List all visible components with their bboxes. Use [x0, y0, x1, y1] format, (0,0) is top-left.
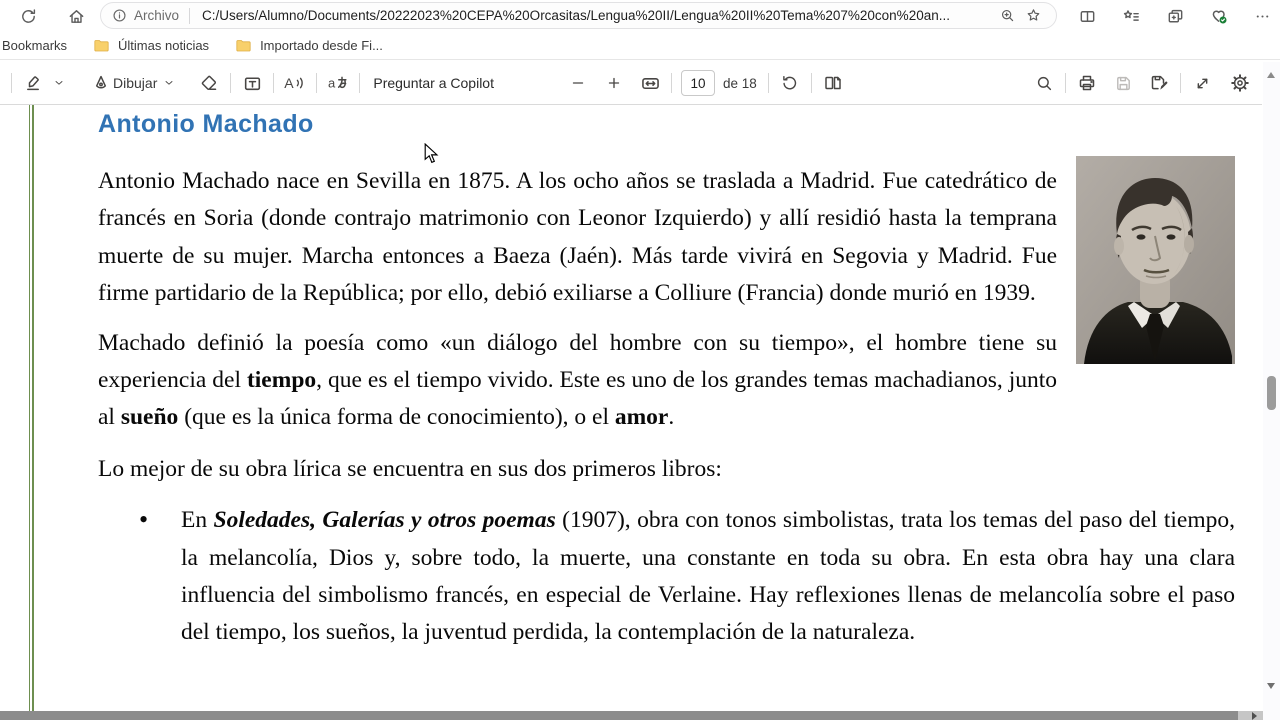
toolbar-separator: [811, 73, 812, 93]
plus-icon: [605, 74, 623, 92]
info-icon: [111, 7, 128, 24]
pdf-document-page[interactable]: [0, 105, 1263, 711]
add-text-button[interactable]: [236, 67, 268, 99]
bookmark-folder-label: Importado desde Fi...: [260, 38, 383, 53]
save-button: [1107, 67, 1139, 99]
scroll-down-arrow[interactable]: [1267, 683, 1275, 689]
refresh-icon: [19, 7, 38, 26]
expand-diagonal-icon: [1193, 74, 1212, 93]
browser-essentials-icon: [1209, 6, 1229, 26]
svg-text:a: a: [328, 75, 336, 91]
bookmark-folder-label: Últimas noticias: [118, 38, 210, 53]
paragraph-poetics: [98, 325, 1235, 437]
read-aloud-letter: A: [284, 75, 294, 91]
fullscreen-button[interactable]: [1186, 67, 1218, 99]
toolbar-separator: [1065, 73, 1066, 93]
zoom-out-button[interactable]: [562, 67, 594, 99]
toolbar-separator: [273, 73, 274, 93]
text-segment: Machado definió la poesía como «un diálogo del hombre con su tiempo», el hombre tiene su experiencia del: [98, 329, 1057, 394]
chevron-down-icon: [53, 77, 65, 89]
book-title-soledades: Soledades, Galerías y otros poemas: [213, 507, 556, 534]
eraser-icon: [199, 73, 219, 93]
rotate-icon: [780, 74, 799, 93]
paragraph-intro-books: Lo mejor de su obra lírica se encuentra en sus dos primeros libros:: [98, 455, 722, 482]
printer-icon: [1077, 73, 1097, 93]
horizontal-scrollbar[interactable]: [0, 711, 1263, 720]
minus-icon: [569, 74, 587, 92]
bold-sueno: sueño: [120, 404, 179, 431]
vertical-scroll-thumb[interactable]: [1267, 376, 1276, 410]
page-title: Antonio Machado: [98, 110, 314, 138]
collections-button[interactable]: [1161, 2, 1189, 30]
folder-icon: [93, 38, 110, 53]
page-total-label: de 18: [723, 75, 757, 91]
bookmark-folder-importado[interactable]: [227, 35, 391, 56]
more-options-icon: [1253, 7, 1272, 26]
favorites-button[interactable]: [1117, 2, 1145, 30]
rotate-button[interactable]: [774, 67, 806, 99]
toolbar-separator: [1180, 73, 1181, 93]
fit-to-width-button[interactable]: [634, 67, 666, 99]
translate-icon: [327, 73, 349, 93]
search-icon: [1035, 74, 1054, 93]
page-view-button[interactable]: [817, 67, 849, 99]
zoom-page-button[interactable]: [994, 3, 1020, 29]
horizontal-scroll-thumb[interactable]: [0, 711, 1238, 720]
read-aloud-button[interactable]: [279, 67, 311, 99]
toolbar-separator: [316, 73, 317, 93]
pdf-settings-button[interactable]: [1224, 67, 1256, 99]
fit-width-icon: [640, 73, 661, 94]
collections-icon: [1166, 7, 1185, 26]
page-border-line: [32, 105, 34, 711]
paragraph-biography: Antonio Machado nace en Sevilla en 1875. A los ocho años se traslada a Madrid. Fue catedrático de francés en Soria (donde contrajo matrimonio con Leonor Izquierdo) y allí residió hasta la temprana muerte de su mujer. Marcha entonces a Baeza (Jaén). Más tarde vivirá en Segovia y Madrid. Fue firme partidario de la República; por ello, debió exiliarse a Colliure (Francia) donde murió en 1939.: [98, 168, 1057, 307]
toolbar-separator: [359, 73, 360, 93]
highlight-button[interactable]: [17, 67, 49, 99]
page-view-icon: [823, 73, 843, 93]
save-as-button[interactable]: [1143, 67, 1175, 99]
browser-essentials-button[interactable]: [1205, 2, 1233, 30]
home-button[interactable]: [62, 2, 90, 30]
portrait-image: [1076, 156, 1235, 364]
pen-nib-icon: [91, 73, 111, 93]
save-as-icon: [1149, 73, 1169, 93]
bookmarks-bar-label[interactable]: Bookmarks: [2, 38, 68, 53]
draw-options-button[interactable]: [159, 67, 179, 99]
zoom-in-button[interactable]: [598, 67, 630, 99]
favorites-star-list-icon: [1122, 7, 1141, 26]
scroll-up-arrow[interactable]: [1267, 72, 1275, 78]
magnifier-zoom-icon: [999, 7, 1016, 24]
translate-button[interactable]: [322, 67, 354, 99]
bold-tiempo: tiempo: [246, 367, 317, 394]
text-segment: (que es la única forma de conocimiento), o el: [178, 404, 615, 431]
pdf-toolbar: [0, 61, 1262, 105]
browser-url-row: [0, 0, 1280, 32]
split-screen-icon: [1078, 7, 1097, 26]
toolbar-separator: [11, 73, 12, 93]
text-segment: (1907), obra con tonos simbolistas, trata los temas del paso del tiempo, la melancolía, Dios y, sobre todo, la muerte, una constante en toda su obra. En esta obra hay una clara influencia del simbolismo francés, en especial de Verlaine. Hay reflexiones llenas de melancolía sobre el paso del tiempo, los sueños, la juventud perdida, la contemplación de la naturaleza.: [181, 507, 1235, 646]
bullet-marker: •: [139, 505, 149, 535]
favorite-this-page-button[interactable]: [1020, 3, 1046, 29]
refresh-button[interactable]: [14, 2, 42, 30]
browser-menu-button[interactable]: [1248, 2, 1276, 30]
bookmark-folder-ultimas-noticias[interactable]: [85, 35, 217, 56]
erase-button[interactable]: [193, 67, 225, 99]
machado-portrait-photo: [1076, 156, 1235, 364]
document-content: [98, 105, 1235, 652]
text-segment: .: [668, 404, 675, 431]
draw-label: Dibujar: [113, 75, 158, 91]
folder-icon: [235, 38, 252, 53]
bold-amor: amor: [614, 404, 669, 431]
text-box-icon: [242, 73, 263, 94]
books-list: [98, 502, 1235, 652]
split-screen-button[interactable]: [1073, 2, 1101, 30]
gear-icon: [1230, 73, 1250, 93]
toolbar-separator: [671, 73, 672, 93]
toolbar-separator: [768, 73, 769, 93]
page-number-input[interactable]: [681, 70, 715, 96]
text-segment: En: [181, 507, 214, 534]
scrollbar-corner: [1263, 711, 1280, 720]
address-divider: [189, 8, 190, 24]
home-icon: [67, 7, 86, 26]
draw-button[interactable]: [91, 67, 159, 99]
toolbar-separator: [230, 73, 231, 93]
highlight-options-button[interactable]: [49, 67, 69, 99]
page-border-line: [29, 105, 30, 711]
url-scheme-label: Archivo: [134, 8, 180, 23]
sound-waves-icon: [295, 74, 307, 92]
bookmarks-bar: [0, 32, 1280, 60]
highlighter-icon: [23, 73, 43, 93]
text-segment: , que es el tiempo vivido. Este es uno de los grandes temas machadianos, junto al: [98, 367, 1057, 431]
save-floppy-icon: [1114, 74, 1133, 93]
url-text[interactable]: C:/Users/Alumno/Documents/20222023%20CEPA%20Orcasitas/Lengua%20II/Lengua%20II%20Tema%207%20con%20an...: [202, 8, 950, 23]
scroll-right-arrow[interactable]: [1252, 712, 1257, 720]
search-document-button[interactable]: [1028, 67, 1060, 99]
ask-copilot-button[interactable]: [365, 67, 502, 99]
list-item-soledades: [98, 502, 1235, 652]
star-icon: [1025, 7, 1042, 24]
print-button[interactable]: [1071, 67, 1103, 99]
chevron-down-icon: [163, 77, 175, 89]
ask-copilot-label: Preguntar a Copilot: [373, 75, 494, 91]
vertical-scrollbar[interactable]: [1263, 62, 1280, 711]
address-bar[interactable]: [100, 2, 1057, 29]
